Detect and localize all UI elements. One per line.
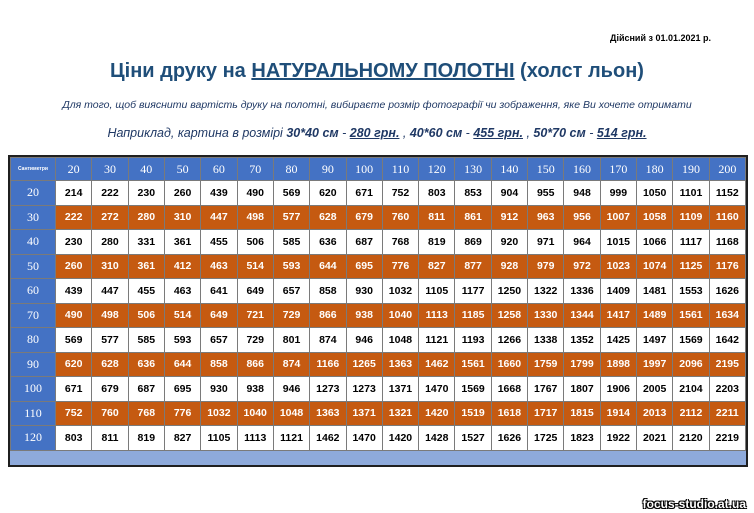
price-cell: 1425 <box>600 328 636 353</box>
price-cell: 1101 <box>673 181 709 206</box>
price-cell: 803 <box>419 181 455 206</box>
price-cell: 636 <box>310 230 346 255</box>
column-header: 130 <box>455 158 491 181</box>
price-cell: 874 <box>273 352 309 377</box>
price-cell: 577 <box>273 205 309 230</box>
price-cell: 1066 <box>637 230 673 255</box>
price-cell: 1023 <box>600 254 636 279</box>
example-price-2: 455 грн. <box>473 126 523 140</box>
price-cell: 439 <box>201 181 237 206</box>
price-cell: 455 <box>128 279 164 304</box>
price-cell: 2005 <box>637 377 673 402</box>
price-cell: 811 <box>92 426 128 451</box>
price-cell: 1717 <box>528 401 564 426</box>
price-cell: 752 <box>56 401 92 426</box>
price-cell: 1330 <box>528 303 564 328</box>
price-cell: 1193 <box>455 328 491 353</box>
price-cell: 811 <box>419 205 455 230</box>
page-title <box>0 60 754 83</box>
price-cell: 1109 <box>673 205 709 230</box>
column-header: 40 <box>128 158 164 181</box>
price-cell: 1015 <box>600 230 636 255</box>
price-cell: 2195 <box>709 352 745 377</box>
price-cell: 260 <box>164 181 200 206</box>
price-cell: 280 <box>128 205 164 230</box>
price-cell: 1250 <box>491 279 527 304</box>
price-cell: 628 <box>92 352 128 377</box>
intro-text: Для того, щоб вияснити вартість друку на полотні, вибираєте розмір фотографії чи зображення, яке Ви хочете отримати <box>62 99 692 111</box>
price-cell: 1074 <box>637 254 673 279</box>
example-price-3: 514 грн. <box>596 126 647 140</box>
price-cell: 819 <box>128 426 164 451</box>
price-cell: 776 <box>164 401 200 426</box>
price-cell: 569 <box>273 181 309 206</box>
price-cell: 1265 <box>346 352 382 377</box>
price-cell: 1626 <box>491 426 527 451</box>
price-cell: 1470 <box>346 426 382 451</box>
price-cell: 272 <box>92 205 128 230</box>
price-cell: 1660 <box>491 352 527 377</box>
price-cell: 956 <box>564 205 600 230</box>
row-header: 90 <box>11 352 56 377</box>
row-header: 70 <box>11 303 56 328</box>
price-cell: 514 <box>237 254 273 279</box>
price-cell: 1105 <box>419 279 455 304</box>
price-cell: 498 <box>92 303 128 328</box>
price-cell: 1569 <box>673 328 709 353</box>
price-cell: 1048 <box>273 401 309 426</box>
price-cell: 1176 <box>709 254 745 279</box>
column-header: 100 <box>346 158 382 181</box>
price-cell: 490 <box>237 181 273 206</box>
price-cell: 1363 <box>382 352 418 377</box>
price-cell: 819 <box>419 230 455 255</box>
table-row <box>11 352 746 377</box>
price-cell: 506 <box>128 303 164 328</box>
price-cell: 1040 <box>237 401 273 426</box>
price-cell: 930 <box>201 377 237 402</box>
table-row <box>11 230 746 255</box>
price-cell: 1177 <box>455 279 491 304</box>
price-cell: 679 <box>346 205 382 230</box>
price-cell: 2120 <box>673 426 709 451</box>
column-header: 70 <box>237 158 273 181</box>
column-header: 50 <box>164 158 200 181</box>
example-line: Наприклад, картина в розмірі 30*40 см - 280 грн. , 40*60 см - 455 грн. , 50*70 см - 514 грн. <box>107 126 647 140</box>
price-cell: 1799 <box>564 352 600 377</box>
price-cell: 585 <box>128 328 164 353</box>
table-row <box>11 181 746 206</box>
example-size-2: 40*60 см <box>409 126 463 140</box>
price-cell: 2096 <box>673 352 709 377</box>
title-prefix: Ціни друку на <box>110 60 252 82</box>
price-cell: 946 <box>273 377 309 402</box>
row-header: 50 <box>11 254 56 279</box>
price-cell: 1058 <box>637 205 673 230</box>
price-cell: 904 <box>491 181 527 206</box>
price-cell: 455 <box>201 230 237 255</box>
column-header: 140 <box>491 158 527 181</box>
price-cell: 866 <box>237 352 273 377</box>
price-cell: 1759 <box>528 352 564 377</box>
price-cell: 1352 <box>564 328 600 353</box>
row-header: 80 <box>11 328 56 353</box>
price-cell: 1626 <box>709 279 745 304</box>
price-cell: 768 <box>382 230 418 255</box>
price-cell: 760 <box>92 401 128 426</box>
price-table-container <box>8 155 748 467</box>
row-header: 100 <box>11 377 56 402</box>
price-cell: 972 <box>564 254 600 279</box>
price-cell: 1168 <box>709 230 745 255</box>
example-size-1: 30*40 см <box>286 126 339 140</box>
price-cell: 447 <box>201 205 237 230</box>
price-cell: 260 <box>56 254 92 279</box>
column-header: 160 <box>564 158 600 181</box>
title-highlight: НАТУРАЛЬНОМУ ПОЛОТНІ <box>251 60 515 82</box>
price-cell: 585 <box>273 230 309 255</box>
price-cell: 636 <box>128 352 164 377</box>
column-header: 60 <box>201 158 237 181</box>
price-cell: 644 <box>164 352 200 377</box>
price-cell: 928 <box>491 254 527 279</box>
row-header: 120 <box>11 426 56 451</box>
price-cell: 1618 <box>491 401 527 426</box>
price-cell: 641 <box>201 279 237 304</box>
price-cell: 938 <box>346 303 382 328</box>
price-cell: 1906 <box>600 377 636 402</box>
example-size-3: 50*70 см <box>533 126 586 140</box>
column-header: 170 <box>600 158 636 181</box>
column-header: 110 <box>382 158 418 181</box>
price-cell: 649 <box>201 303 237 328</box>
price-cell: 752 <box>382 181 418 206</box>
price-cell: 1048 <box>382 328 418 353</box>
column-header: 180 <box>637 158 673 181</box>
price-cell: 577 <box>92 328 128 353</box>
price-cell: 1166 <box>310 352 346 377</box>
price-cell: 1462 <box>419 352 455 377</box>
table-corner-label: Сантиметри <box>11 158 56 181</box>
price-cell: 644 <box>310 254 346 279</box>
price-cell: 463 <box>201 254 237 279</box>
price-cell: 1371 <box>346 401 382 426</box>
price-cell: 1527 <box>455 426 491 451</box>
price-cell: 1561 <box>673 303 709 328</box>
price-cell: 768 <box>128 401 164 426</box>
price-cell: 280 <box>92 230 128 255</box>
price-cell: 649 <box>237 279 273 304</box>
price-cell: 679 <box>92 377 128 402</box>
price-cell: 1322 <box>528 279 564 304</box>
price-cell: 671 <box>56 377 92 402</box>
price-cell: 687 <box>128 377 164 402</box>
row-header: 40 <box>11 230 56 255</box>
table-row <box>11 279 746 304</box>
price-cell: 1125 <box>673 254 709 279</box>
price-cell: 695 <box>346 254 382 279</box>
price-cell: 1113 <box>237 426 273 451</box>
price-cell: 1807 <box>564 377 600 402</box>
price-cell: 1634 <box>709 303 745 328</box>
price-cell: 760 <box>382 205 418 230</box>
price-cell: 1160 <box>709 205 745 230</box>
price-cell: 361 <box>128 254 164 279</box>
price-cell: 827 <box>164 426 200 451</box>
price-cell: 361 <box>164 230 200 255</box>
price-cell: 506 <box>237 230 273 255</box>
price-cell: 687 <box>346 230 382 255</box>
price-cell: 1273 <box>346 377 382 402</box>
row-header: 20 <box>11 181 56 206</box>
price-cell: 1363 <box>310 401 346 426</box>
price-cell: 1914 <box>600 401 636 426</box>
price-cell: 861 <box>455 205 491 230</box>
price-cell: 1321 <box>382 401 418 426</box>
table-row <box>11 377 746 402</box>
table-row <box>11 401 746 426</box>
price-cell: 2203 <box>709 377 745 402</box>
price-cell: 1569 <box>455 377 491 402</box>
price-cell: 912 <box>491 205 527 230</box>
row-header: 60 <box>11 279 56 304</box>
price-cell: 1032 <box>201 401 237 426</box>
example-price-1: 280 грн. <box>349 126 400 140</box>
price-cell: 1344 <box>564 303 600 328</box>
price-cell: 866 <box>310 303 346 328</box>
price-cell: 1922 <box>600 426 636 451</box>
footer-site-name: focus-studio.at.ua <box>642 497 746 511</box>
column-header: 80 <box>273 158 309 181</box>
price-cell: 1497 <box>637 328 673 353</box>
price-cell: 490 <box>56 303 92 328</box>
column-header: 90 <box>310 158 346 181</box>
price-cell: 1725 <box>528 426 564 451</box>
price-cell: 1121 <box>419 328 455 353</box>
price-cell: 1489 <box>637 303 673 328</box>
price-cell: 1258 <box>491 303 527 328</box>
price-cell: 2211 <box>709 401 745 426</box>
price-cell: 1519 <box>455 401 491 426</box>
price-cell: 1273 <box>310 377 346 402</box>
price-cell: 877 <box>455 254 491 279</box>
price-cell: 447 <box>92 279 128 304</box>
price-cell: 1417 <box>600 303 636 328</box>
price-cell: 463 <box>164 279 200 304</box>
price-cell: 920 <box>491 230 527 255</box>
price-cell: 620 <box>310 181 346 206</box>
price-cell: 1113 <box>419 303 455 328</box>
price-cell: 1266 <box>491 328 527 353</box>
price-cell: 1668 <box>491 377 527 402</box>
price-cell: 1152 <box>709 181 745 206</box>
price-cell: 776 <box>382 254 418 279</box>
column-header: 20 <box>56 158 92 181</box>
title-suffix: (холст льон) <box>514 60 644 82</box>
price-cell: 729 <box>237 328 273 353</box>
table-row <box>11 328 746 353</box>
price-cell: 671 <box>346 181 382 206</box>
price-cell: 1185 <box>455 303 491 328</box>
table-row <box>11 254 746 279</box>
price-cell: 695 <box>164 377 200 402</box>
price-cell: 803 <box>56 426 92 451</box>
price-cell: 721 <box>237 303 273 328</box>
price-cell: 1032 <box>382 279 418 304</box>
price-cell: 1561 <box>455 352 491 377</box>
price-cell: 938 <box>237 377 273 402</box>
price-cell: 979 <box>528 254 564 279</box>
price-cell: 964 <box>564 230 600 255</box>
price-cell: 2104 <box>673 377 709 402</box>
table-row <box>11 205 746 230</box>
price-cell: 1642 <box>709 328 745 353</box>
price-cell: 1336 <box>564 279 600 304</box>
price-cell: 593 <box>164 328 200 353</box>
price-cell: 955 <box>528 181 564 206</box>
price-cell: 628 <box>310 205 346 230</box>
price-table <box>10 157 746 451</box>
price-cell: 1007 <box>600 205 636 230</box>
price-cell: 874 <box>310 328 346 353</box>
price-cell: 310 <box>92 254 128 279</box>
price-cell: 948 <box>564 181 600 206</box>
price-cell: 439 <box>56 279 92 304</box>
price-cell: 1462 <box>310 426 346 451</box>
price-cell: 1121 <box>273 426 309 451</box>
price-cell: 971 <box>528 230 564 255</box>
price-cell: 858 <box>310 279 346 304</box>
column-header: 190 <box>673 158 709 181</box>
price-cell: 222 <box>56 205 92 230</box>
price-cell: 853 <box>455 181 491 206</box>
price-cell: 963 <box>528 205 564 230</box>
price-cell: 1420 <box>419 401 455 426</box>
price-cell: 858 <box>201 352 237 377</box>
row-header: 110 <box>11 401 56 426</box>
price-cell: 2112 <box>673 401 709 426</box>
price-cell: 1050 <box>637 181 673 206</box>
column-header: 120 <box>419 158 455 181</box>
price-cell: 1105 <box>201 426 237 451</box>
price-cell: 514 <box>164 303 200 328</box>
price-cell: 498 <box>237 205 273 230</box>
price-cell: 1117 <box>673 230 709 255</box>
price-cell: 1428 <box>419 426 455 451</box>
table-header-row <box>11 158 746 181</box>
price-cell: 569 <box>56 328 92 353</box>
price-cell: 657 <box>273 279 309 304</box>
price-cell: 1040 <box>382 303 418 328</box>
price-cell: 1470 <box>419 377 455 402</box>
table-row <box>11 303 746 328</box>
price-cell: 1371 <box>382 377 418 402</box>
price-cell: 310 <box>164 205 200 230</box>
price-cell: 412 <box>164 254 200 279</box>
price-cell: 1338 <box>528 328 564 353</box>
price-cell: 657 <box>201 328 237 353</box>
price-cell: 2013 <box>637 401 673 426</box>
price-cell: 331 <box>128 230 164 255</box>
price-cell: 2219 <box>709 426 745 451</box>
price-cell: 1815 <box>564 401 600 426</box>
example-lead: Наприклад, картина в розмірі <box>107 126 287 140</box>
column-header: 30 <box>92 158 128 181</box>
table-row <box>11 426 746 451</box>
price-cell: 2021 <box>637 426 673 451</box>
price-cell: 222 <box>92 181 128 206</box>
price-cell: 1409 <box>600 279 636 304</box>
price-cell: 946 <box>346 328 382 353</box>
price-cell: 801 <box>273 328 309 353</box>
price-cell: 827 <box>419 254 455 279</box>
price-cell: 230 <box>56 230 92 255</box>
valid-from-text: Дійсний з 01.01.2021 р. <box>610 33 711 43</box>
price-cell: 214 <box>56 181 92 206</box>
price-cell: 729 <box>273 303 309 328</box>
column-header: 200 <box>709 158 745 181</box>
price-cell: 1823 <box>564 426 600 451</box>
column-header: 150 <box>528 158 564 181</box>
price-cell: 999 <box>600 181 636 206</box>
price-cell: 930 <box>346 279 382 304</box>
price-cell: 869 <box>455 230 491 255</box>
price-cell: 1481 <box>637 279 673 304</box>
price-cell: 620 <box>56 352 92 377</box>
price-cell: 1767 <box>528 377 564 402</box>
price-cell: 1420 <box>382 426 418 451</box>
price-cell: 1898 <box>600 352 636 377</box>
price-cell: 1997 <box>637 352 673 377</box>
price-cell: 1553 <box>673 279 709 304</box>
row-header: 30 <box>11 205 56 230</box>
price-cell: 230 <box>128 181 164 206</box>
price-cell: 593 <box>273 254 309 279</box>
